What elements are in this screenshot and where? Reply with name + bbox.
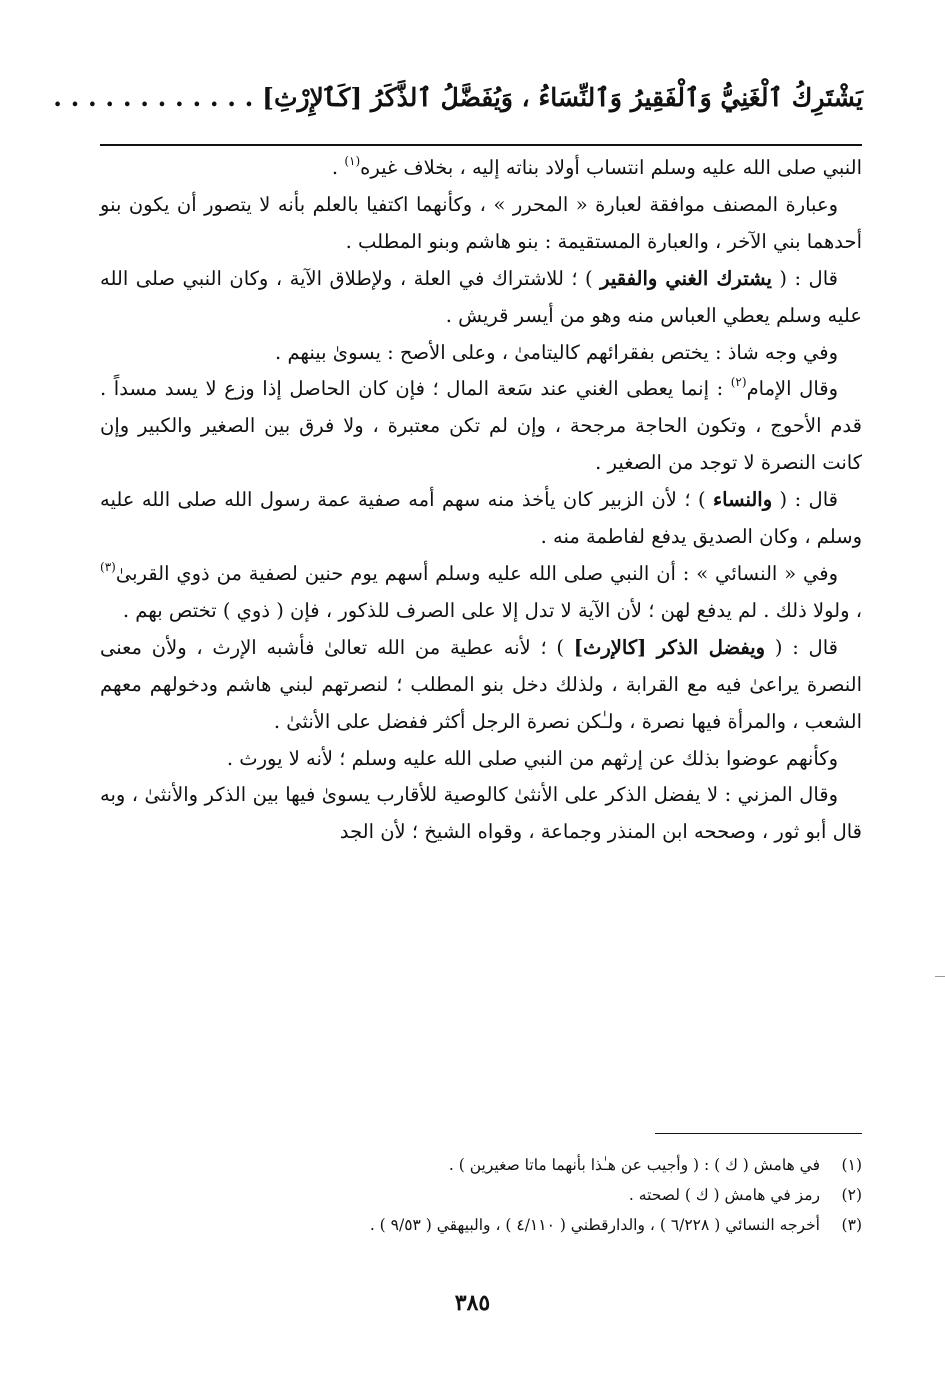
footnote-text: رمز في هامش ( ك ) لصحته . [628,1186,820,1204]
footnote-3 [100,1210,862,1240]
header-rule [100,144,862,146]
running-head [53,78,863,118]
paragraph-10: وقال المزني : لا يفضل الذكر على الأنثىٰ كالوصية للأقارب يسوىٰ فيها بين الذكر والأنثىٰ ، وبه قال أبو ثور ، وصححه ابن المنذر وجماعة ، وقواه الشيخ ؛ لأن الجد [100,783,862,844]
footnote-2 [100,1180,862,1210]
paragraph-4: وفي وجه شاذ : يختص بفقرائهم كاليتامىٰ ، وعلى الأصح : يسوىٰ بينهم . [275,340,838,364]
footnote-separator [655,1133,862,1134]
scan-edge-mark [935,976,945,977]
matn-quote: ويفضل الذكر [كالإرث] [573,635,766,659]
paragraph-5: وقال الإمام$^{(٢)}$ : إنما يعطى الغني عند سَعة المال ؛ فإن كان الحاصل إذا وزع لا يسد مسداً . قدم الأحوج ، وتكون الحاجة مرجحة ، وإن لم تكن معتبرة ، ولا فرق بين الصغير والكبير وإن كانت النصرة لا توجد من الصغير . [100,375,862,475]
page-number: ٣٨٥ [454,1290,491,1316]
footnote-text: أخرجه النسائي ( ٦/٢٢٨ ) ، والدارقطني ( ٤/١١٠ ) ، والبيهقي ( ٩/٥٣ ) . [369,1216,820,1234]
footnote-1 [100,1150,862,1180]
running-title: يَشْتَرِكُ ٱلْغَنِيُّ وَٱلْفَقِيرُ وَٱلنِّسَاءُ ، وَيُفَضَّلُ ٱلذَّكَرُ [كَٱلإِرْثِ] [262,83,863,112]
footnote-text: في هامش ( ك ) : ( وأجيب عن هـٰذا بأنهما ماتا صغيرين ) . [448,1156,820,1174]
footnote-ref-1[interactable]: (١) [344,154,361,168]
paragraph-8: قال : ( ويفضل الذكر [كالإرث] ) ؛ لأنه عطية من الله تعالىٰ فأشبه الإرث ، ولأن معنى النصرة يراعىٰ فيه مع القرابة ، ولذلك دخل بنو المطلب ؛ لنصرتهم لبني هاشم ودخولهم معهم الشعب ، والمرأة فيها نصرة ، ولـٰكن نصرة الرجل أكثر ففضل على الأنثىٰ . [100,635,862,733]
leader-dots: . . . . . . . . . . . . [53,83,254,112]
paragraph-1: النبي صلى الله عليه وسلم انتساب أولاد بناته إليه ، بخلاف غيره$^{(١)}$ . [331,154,862,179]
footnote-number: (١) [841,1156,862,1174]
main-text [100,150,862,851]
footnote-ref-3[interactable]: (٣) [100,559,116,574]
footnote-ref-2[interactable]: (٢) [730,375,747,390]
paragraph-3: قال : ( يشترك الغني والفقير ) ؛ للاشتراك في العلة ، ولإطلاق الآية ، وكان النبي صلى الله عليه وسلم يعطي العباس منه وهو من أيسر قريش . [100,266,862,327]
paragraph-2: وعبارة المصنف موافقة لعبارة « المحرر » ، وكأنهما اكتفيا بالعلم بأنه لا يتصور أن يكون بنو أحدهما بني الآخر ، والعبارة المستقيمة : بنو هاشم وبنو المطلب . [100,192,862,253]
paragraph-7: وفي « النسائي » : أن النبي صلى الله عليه وسلم أسهم يوم حنين لصفية من ذوي القربىٰ$^{(٣)}$ ، ولولا ذلك . لم يدفع لهن ؛ لأن الآية لا تدل إلا على الصرف للذكور ، فإن ( ذوي ) تختص بهم . [100,559,862,622]
matn-quote: يشترك الغني والفقير [600,266,772,290]
footnote-number: (٣) [841,1216,862,1234]
matn-quote: والنساء [712,488,773,512]
paragraph-6: قال : ( والنساء ) ؛ لأن الزبير كان يأخذ منه سهم أمه صفية عمة رسول الله صلى الله عليه وسلم ، وكان الصديق يدفع لفاطمة منه . [100,488,862,549]
paragraph-9: وكأنهم عوضوا بذلك عن إرثهم من النبي صلى الله عليه وسلم ؛ لأنه لا يورث . [226,746,838,770]
footnotes [100,1150,862,1240]
footnote-number: (٢) [841,1186,862,1204]
